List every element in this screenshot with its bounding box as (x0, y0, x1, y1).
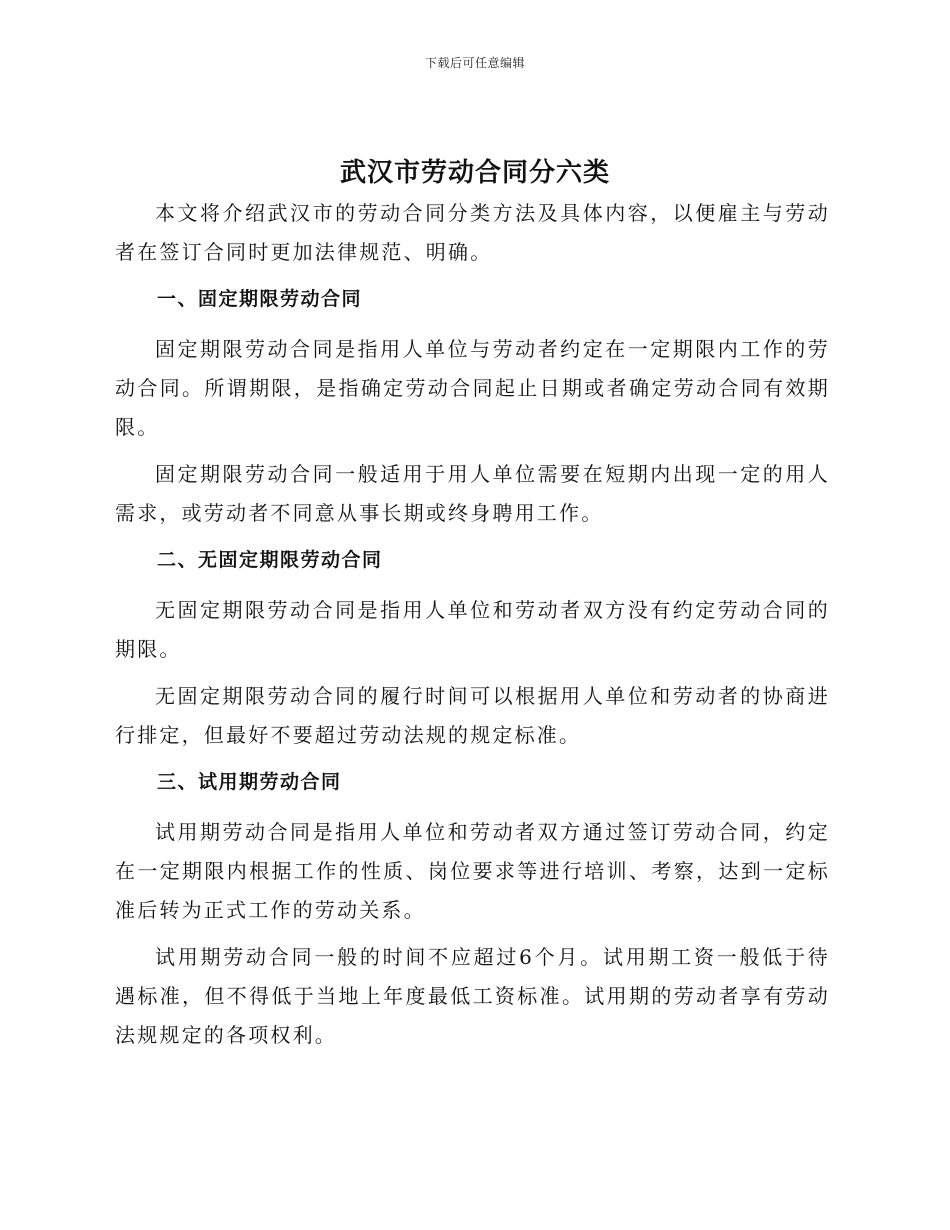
section-paragraph: 固定期限劳动合同是指用人单位与劳动者约定在一定期限内工作的劳动合同。所谓期限，是指确定劳动合同起止日期或者确定劳动合同有效期限。 (115, 337, 830, 439)
section-paragraph: 固定期限劳动合同一般适用于用人单位需要在短期内出现一定的用人需求，或劳动者不同意从事长期或终身聘用工作。 (115, 462, 830, 525)
document-title: 武汉市劳动合同分六类 (339, 158, 610, 188)
section-paragraph: 无固定期限劳动合同是指用人单位和劳动者双方没有约定劳动合同的期限。 (115, 598, 830, 661)
document-body (115, 194, 830, 1063)
section-paragraph: 试用期劳动合同是指用人单位和劳动者双方通过签订劳动合同，约定在一定期限内根据工作的性质、岗位要求等进行培训、考察，达到一定标准后转为正式工作的劳动关系。 (115, 820, 830, 922)
section-paragraph: 试用期劳动合同一般的时间不应超过6个月。试用期工资一般低于待遇标准，但不得低于当地上年度最低工资标准。试用期的劳动者享有劳动法规规定的各项权利。 (115, 945, 830, 1047)
page-header-note: 下载后可任意编辑 (424, 56, 525, 70)
section-heading-fixed-term: 一、固定期限劳动合同 (157, 288, 363, 310)
section-heading-open-ended: 二、无固定期限劳动合同 (157, 549, 383, 571)
section-heading-probation: 三、试用期劳动合同 (157, 771, 342, 793)
section-paragraph: 无固定期限劳动合同的履行时间可以根据用人单位和劳动者的协商进行排定，但最好不要超过劳动法规的规定标准。 (115, 684, 830, 747)
intro-paragraph: 本文将介绍武汉市的劳动合同分类方法及具体内容，以便雇主与劳动者在签订合同时更加法律规范、明确。 (115, 201, 830, 264)
